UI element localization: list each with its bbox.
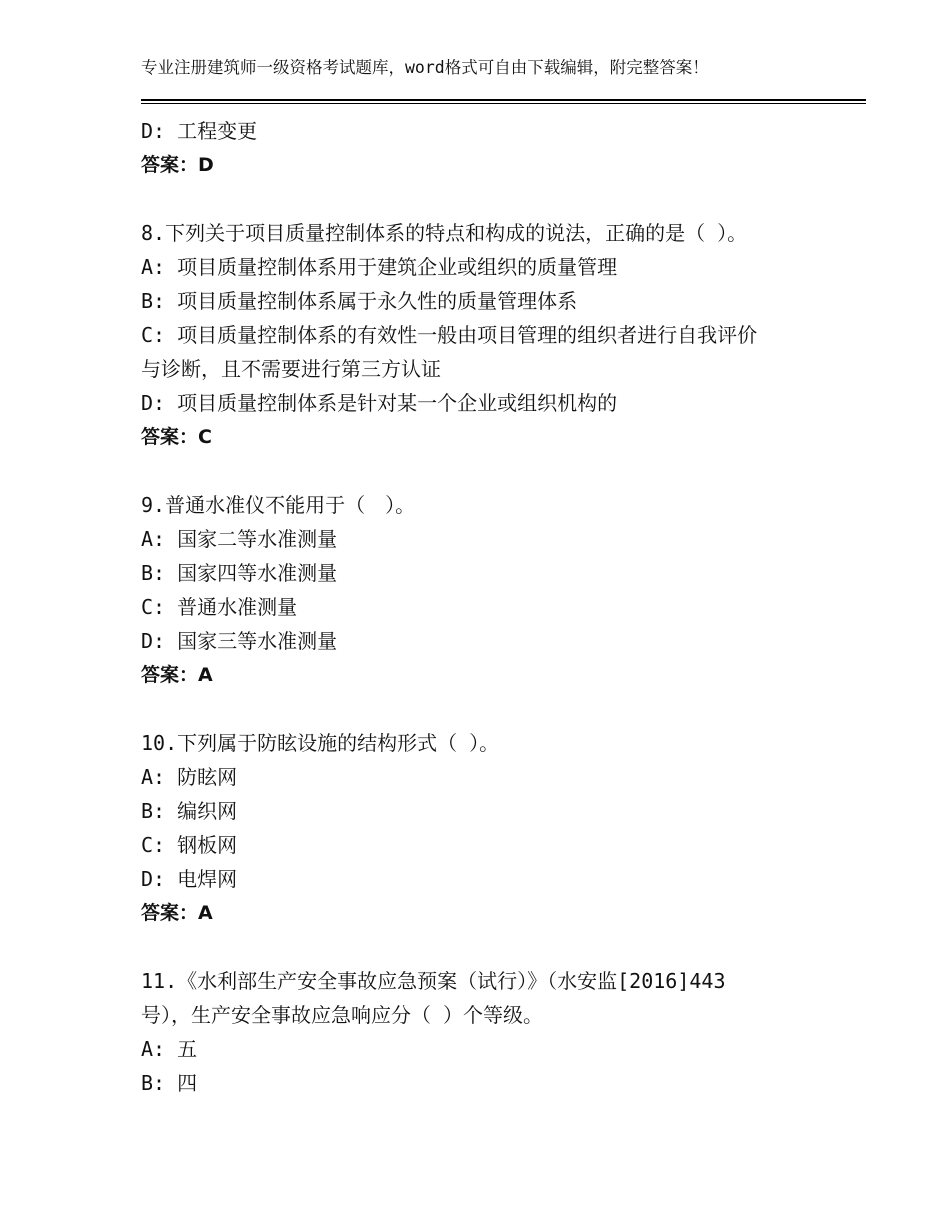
question-9-option-d: D: 国家三等水准测量 — [141, 629, 338, 653]
question-8-option-b: B: 项目质量控制体系属于永久性的质量管理体系 — [141, 289, 578, 313]
question-9-answer: 答案：A — [141, 664, 213, 686]
question-8-option-c: C: 项目质量控制体系的有效性一般由项目管理的组织者进行自我评价 — [141, 323, 758, 347]
question-10-option-d: D: 电焊网 — [141, 867, 238, 891]
spacer — [141, 930, 866, 964]
prev-answer: 答案：D — [141, 154, 214, 176]
question-11-option-a: A: 五 — [141, 1037, 198, 1061]
question-9-option-c: C: 普通水准测量 — [141, 595, 298, 619]
page-header: 专业注册建筑师一级资格考试题库，word格式可自由下载编辑，附完整答案！ — [141, 58, 709, 77]
spacer — [141, 692, 866, 726]
question-8-option-a: A: 项目质量控制体系用于建筑企业或组织的质量管理 — [141, 255, 618, 279]
question-content — [141, 114, 866, 1100]
question-9-stem: 9.普通水准仪不能用于（ ）。 — [141, 493, 416, 517]
header-rule-thick — [141, 99, 866, 101]
spacer — [141, 454, 866, 488]
question-10-option-a: A: 防眩网 — [141, 765, 238, 789]
question-10-answer: 答案：A — [141, 902, 213, 924]
question-9-option-a: A: 国家二等水准测量 — [141, 527, 338, 551]
question-10-stem: 10.下列属于防眩设施的结构形式（ ）。 — [141, 731, 500, 755]
prev-option-d: D: 工程变更 — [141, 119, 258, 143]
header-rule-thin — [141, 103, 866, 104]
question-8-option-c-cont: 与诊断，且不需要进行第三方认证 — [141, 357, 441, 381]
question-10-option-c: C: 钢板网 — [141, 833, 238, 857]
question-11-stem: 11.《水利部生产安全事故应急预案（试行）》（水安监[2016]443 — [141, 969, 726, 993]
question-8-stem: 8.下列关于项目质量控制体系的特点和构成的说法，正确的是（ ）。 — [141, 221, 748, 245]
question-11-stem-cont: 号），生产安全事故应急响应分（ ）个等级。 — [141, 1003, 544, 1027]
spacer — [141, 182, 866, 216]
question-9-option-b: B: 国家四等水准测量 — [141, 561, 338, 585]
question-10-option-b: B: 编织网 — [141, 799, 238, 823]
question-8-option-d: D: 项目质量控制体系是针对某一个企业或组织机构的 — [141, 391, 618, 415]
question-11-option-b: B: 四 — [141, 1071, 198, 1095]
question-8-answer: 答案：C — [141, 426, 212, 448]
